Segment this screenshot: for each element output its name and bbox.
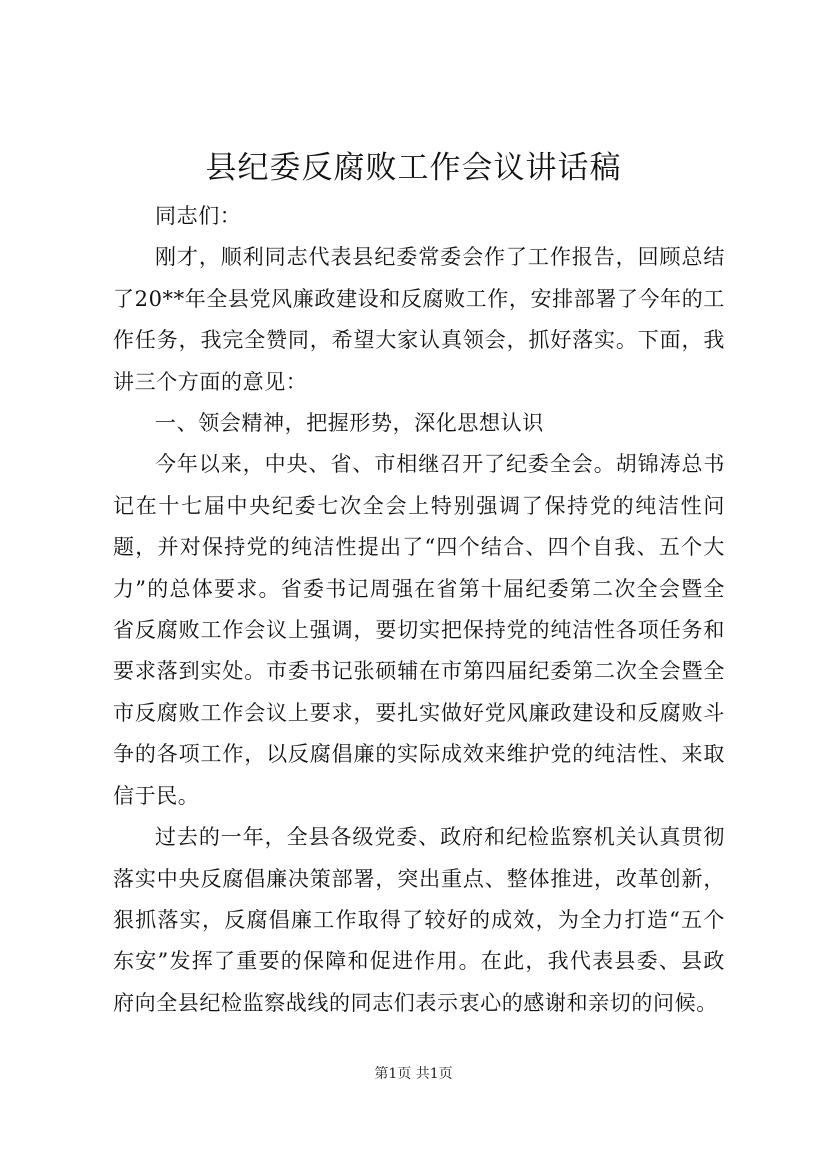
document-body — [113, 196, 725, 1024]
section-heading: 一、领会精神，把握形势，深化思想认识 — [155, 411, 544, 436]
document-title: 县纪委反腐败工作会议讲话稿 — [205, 150, 622, 186]
paragraph: 今年以来，中央、省、市相继召开了纪委全会。胡锦涛总书记在十七届中央纪委七次全会上特别强调了保持党的纯洁性问题，并对保持党的纯洁性提出了“四个结合、四个自我、五个大力”的总体要求。省委书记周强在省第十届纪委第二次全会暨全省反腐败工作会议上强调，要切实把保持党的纯洁性各项任务和要求落到实处。市委书记张硕辅在市第四届纪委第二次全会暨全市反腐败工作会议上要求，要扎实做好党风廉政建设和反腐败斗争的各项工作，以反腐倡廉的实际成效来维护党的纯洁性、来取信于民。 — [113, 452, 725, 808]
paragraph-intro: 刚才，顺利同志代表县纪委常委会作了工作报告，回顾总结了20**年全县党风廉政建设和反腐败工作，安排部署了今年的工作任务，我完全赞同，希望大家认真领会，抓好落实。下面，我讲三个方面的意见： — [113, 245, 725, 394]
salutation: 同志们： — [155, 204, 242, 228]
paragraph: 过去的一年，全县各级党委、政府和纪检监察机关认真贯彻落实中央反腐倡廉决策部署，突出重点、整体推进，改革创新，狠抓落实，反腐倡廉工作取得了较好的成效，为全力打造“五个东安”发挥了重要的保障和促进作用。在此，我代表县委、县政府向全县纪检监察战线的同志们表示衷心的感谢和亲切的问候。 — [113, 825, 725, 1015]
page-footer: 第1页 共1页 — [374, 1066, 453, 1082]
